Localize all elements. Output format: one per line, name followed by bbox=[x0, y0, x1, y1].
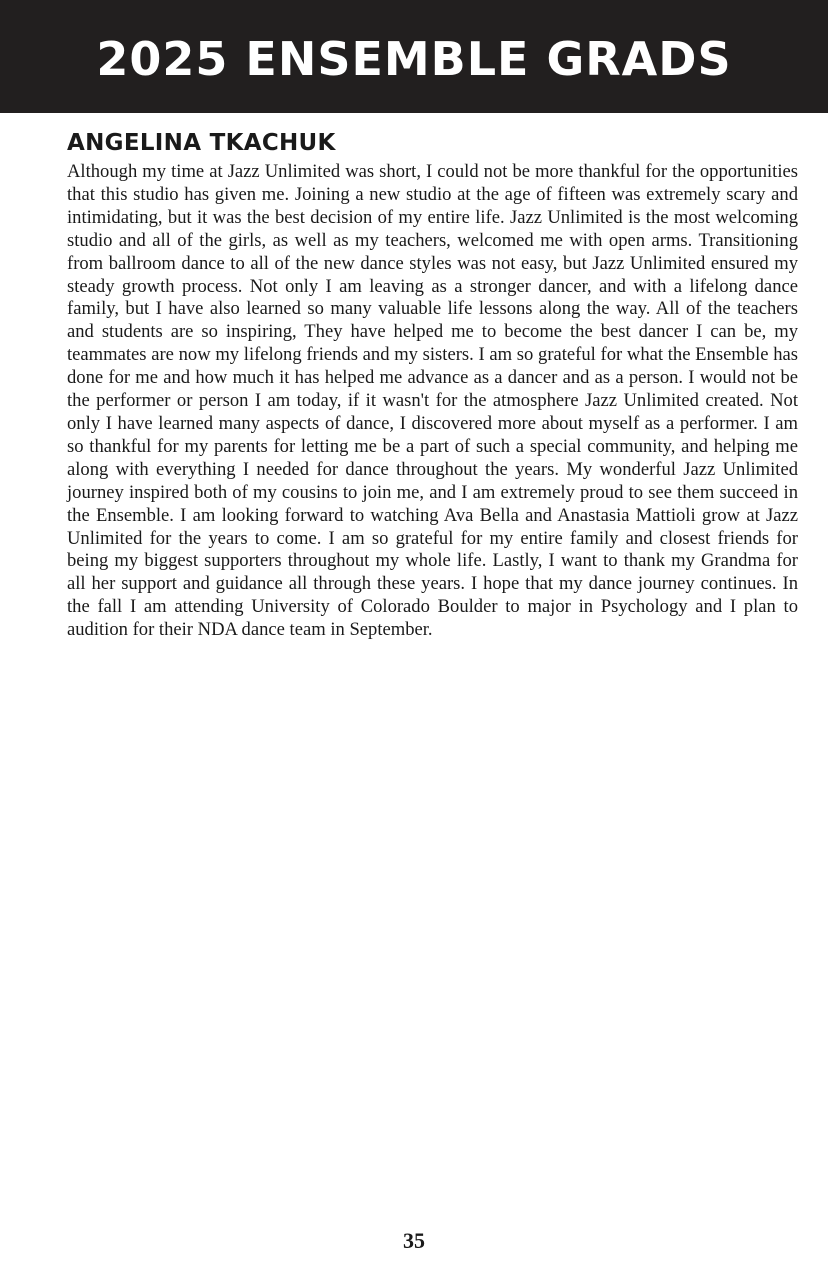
grad-name: ANGELINA TKACHUK bbox=[67, 130, 336, 156]
grad-bio: Although my time at Jazz Unlimited was short, I could not be more thankful for the opportunities that this studio has given me. Joining a new studio at the age of fifteen was extremely scary and intimidating, but it was the best decision of my entire life. Jazz Unlimited is the most welcoming studio and all of the girls, as well as my teachers, welcomed me with open arms. Transitioning from ballroom dance to all of the new dance styles was not easy, but Jazz Unlimited ensured my steady growth process. Not only I am leaving as a stronger dancer, and with a lifelong dance family, but I have also learned so many valuable life lessons along the way. All of the teachers and students are so inspiring, They have helped me to become the best dancer I can be, my teammates are now my lifelong friends and my sisters. I am so grateful for what the Ensemble has done for me and how much it has helped me advance as a dancer and as a person. I would not be the performer or person I am today, if it wasn't for the atmosphere Jazz Unlimited created. Not only I have learned many aspects of dance, I discovered more about myself as a performer. I am so thankful for my parents for letting me be a part of such a special community, and helping me along with everything I needed for dance throughout the years. My wonderful Jazz Unlimited journey inspired both of my cousins to join me, and I am extremely proud to see them succeed in the Ensemble. I am looking forward to watching Ava Bella and Anastasia Mattioli grow at Jazz Unlimited for the years to come. I am so grateful for my entire family and closest friends for being my biggest supporters throughout my whole life. Lastly, I want to thank my Grandma for all her support and guidance all through these years. I hope that my dance journey continues. In the fall I am attending University of Colorado Boulder to major in Psychology and I plan to audition for their NDA dance team in September. bbox=[67, 161, 798, 641]
header-banner bbox=[0, 0, 828, 113]
page-title: 2025 ENSEMBLE GRADS bbox=[96, 31, 732, 86]
grad-section bbox=[67, 126, 798, 642]
page-number: 35 bbox=[403, 1228, 425, 1253]
